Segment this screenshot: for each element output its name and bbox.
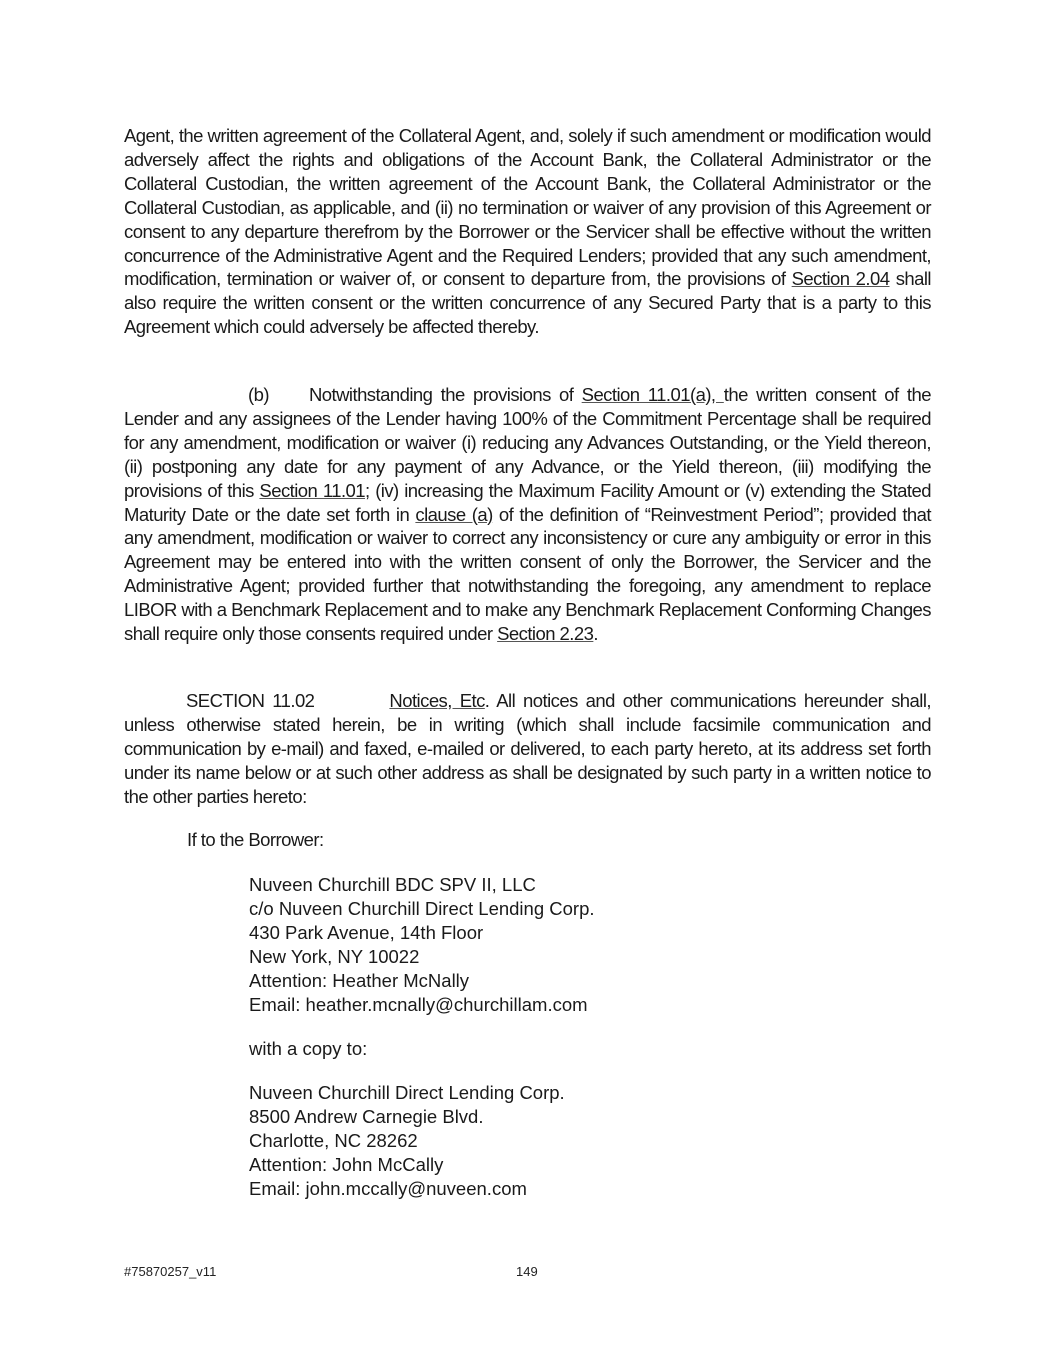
section-title: Notices, Etc — [389, 690, 485, 711]
footer-doc-id: #75870257_v11 — [124, 1264, 217, 1279]
address-line: 430 Park Avenue, 14th Floor — [249, 921, 484, 943]
email-line: Email: heather.mcnally@churchillam.com — [249, 993, 588, 1015]
attention-line: Attention: John McCally — [249, 1153, 444, 1175]
with-copy-text: with a copy to: — [249, 1038, 368, 1059]
paragraph-a-continued — [124, 124, 931, 339]
address-line: Charlotte, NC 28262 — [249, 1129, 418, 1151]
para-a-text-end: shall also require the written consent or the written concurrence of any Secured Party that is a party to this Agreement which could adversely be affected thereby. — [124, 268, 931, 338]
para-a-text: Agent, the written agreement of the Collateral Agent, and, solely if such amendment or modification would adversely affect the rights and obligations of the Account Bank, the Collateral Administrator or the Collateral Custodian, the written agreement of the Account Bank, the Collateral Administrator or the Collateral Custodian, as applicable, and (ii) no termination or waiver of any provision of this Agreement or consent to any departure therefrom by the Borrower or the Servicer shall be effective without the written concurrence of the Administrative Agent and the Required Lenders; provided that any such amendment, modification, termination or waiver of, or consent to departure from, the provisions of — [124, 125, 931, 290]
para-b-text: Notwithstanding the provisions of — [308, 384, 582, 405]
section-2-04-link[interactable]: Section 2.04 — [791, 268, 890, 290]
address-line: 8500 Andrew Carnegie Blvd. — [249, 1105, 484, 1127]
borrower-address-block — [249, 873, 595, 1016]
address-line: Nuveen Churchill Direct Lending Corp. — [249, 1082, 565, 1103]
address-line: Nuveen Churchill BDC SPV II, LLC — [249, 874, 536, 895]
section-2-23-link[interactable]: Section 2.23 — [497, 623, 594, 645]
footer-page-number: 149 — [516, 1264, 538, 1279]
section-11-01-link[interactable]: Section 11.01 — [259, 479, 366, 501]
para-b-text: . — [593, 623, 598, 645]
if-to-borrower-label — [187, 828, 587, 852]
address-line: New York, NY 10022 — [249, 945, 420, 967]
para-b-text: of the definition of “Reinvestment Period”; provided that any amendment, modification or waiver to correct any inconsistency or cure any ambiguity or error in this Agreement may be entered into with the written consent of only the Borrower, the Servicer and the Administrative Agent; provided further that notwithstanding the foregoing, any amendment to replace LIBOR with a Benchmark Replacement and to make any Benchmark Replacement Conforming Changes shall require only those consents required under — [124, 503, 931, 645]
with-copy-label — [249, 1037, 367, 1061]
section-11-02 — [124, 689, 931, 809]
if-to-borrower-text: If to the Borrower: — [187, 829, 324, 850]
attention-line: Attention: Heather McNally — [249, 969, 470, 991]
copy-address-block — [249, 1081, 565, 1201]
section-number: SECTION 11.02 — [186, 690, 315, 711]
section-11-01a-link[interactable]: Section 11.01(a), — [581, 384, 724, 405]
paragraph-b — [124, 383, 931, 646]
clause-a-link[interactable]: clause (a) — [415, 503, 493, 525]
para-b-text: the written consent of the Lender and any assignees of the Lender having 100% of the Commitment Percentage shall be required for any amendment, modification or waiver (i) reducing any Advances Outstanding, or the Yield thereon, (ii) postponing any date for any payment of any Advance, or the Yield thereon, (iii) modifying the provisions of this — [124, 384, 931, 501]
section-text: . All notices and other communications hereunder shall, unless otherwise stated herein, be in writing (which shall include facsimile communication and communication by e-mail) and faxed, e-mailed or delivered, to each party hereto, at its address set forth under its name below or at such other address as shall be designated by such party in a written notice to the other parties hereto: — [124, 690, 931, 807]
para-b-text: ; (iv) increasing the Maximum Facility Amount or (v) extending the Stated Maturity Date or the date set forth in — [124, 479, 931, 525]
para-b-label: (b) — [248, 384, 269, 405]
email-line: Email: john.mccally@nuveen.com — [249, 1177, 527, 1199]
address-line: c/o Nuveen Churchill Direct Lending Corp. — [249, 897, 595, 919]
